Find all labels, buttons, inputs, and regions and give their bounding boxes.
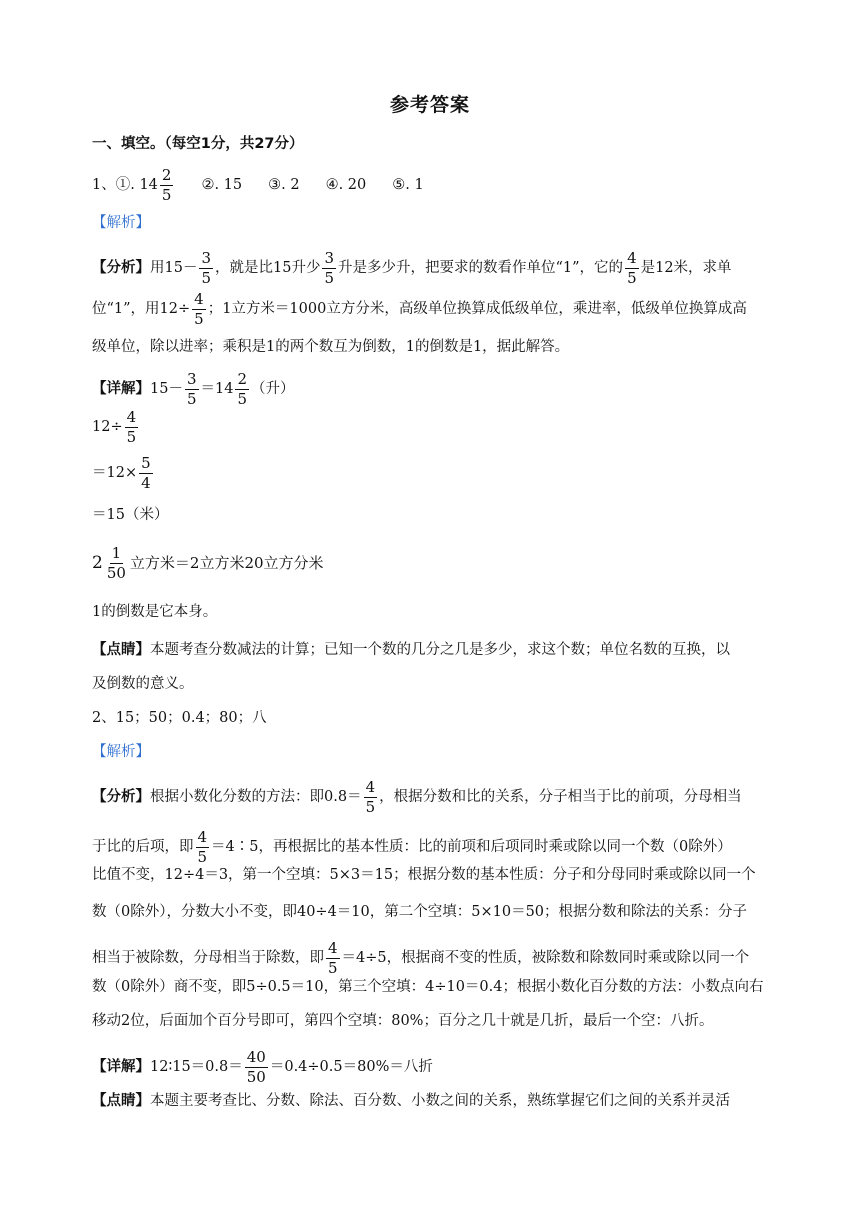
q2-analysis-line: 相当于被除数，分母相当于除数，即 $\frac{4}{5}$ ＝4÷5，根据商不变的性质，被除数和除数同时乘或除以同一个 bbox=[92, 939, 750, 977]
q2-jiexi-tag: 【解析】 bbox=[92, 744, 150, 760]
fraction: $\frac{2}{5}$ bbox=[161, 166, 172, 204]
q2-comment-line: 【点睛】 本题主要考查比、分数、除法、百分数、小数之间的关系，熟练掌握它们之间的关系并灵活 bbox=[92, 1093, 730, 1109]
q1-analysis-line: 级单位，除以进率；乘积是1的两个数互为倒数，1的倒数是1，据此解答。 bbox=[92, 339, 570, 355]
q1-analysis-line: 位“1”，用12÷ $\frac{4}{5}$ ；1立方米＝1000立方分米，高级单位换算成低级单位，乘进率，低级单位换算成高 bbox=[92, 290, 747, 328]
q1-analysis-line: 【分析】 用15－ $\frac{3}{5}$ ，就是比15升少 $\frac{3}{5}$ 升是多少升，把要求的数看作单位“1”，它的 $\frac{4}{5}$ 是12米，求单 bbox=[92, 249, 732, 287]
q2-analysis-line: 于比的后项，即 $\frac{4}{5}$ ＝4∶5，再根据比的基本性质：比的前项和后项同时乘或除以同一个数（0除外） bbox=[92, 828, 732, 866]
q2-analysis-line: 数（0除外），分数大小不变，即40÷4＝10，第二个空填：5×10＝50；根据分数和除法的关系：分子 bbox=[92, 904, 748, 920]
q2-answer: 2、15；50；0.4；80；八 bbox=[92, 710, 267, 726]
q1-detail-line: 1的倒数是它本身。 bbox=[92, 604, 218, 620]
q2-detail-line: 【详解】 12∶15＝0.8＝ $\frac{40}{50}$ ＝0.4÷0.5＝80%＝八折 bbox=[92, 1048, 433, 1086]
q1-comment-line: 【点睛】 本题考查分数减法的计算；已知一个数的几分之几是多少，求这个数；单位名数的互换，以 bbox=[92, 642, 730, 658]
q2-analysis-line: 【分析】 根据小数化分数的方法：即0.8＝ $\frac{4}{5}$ ，根据分数和比的关系，分子相当于比的前项，分母相当 bbox=[92, 778, 742, 816]
q2-analysis-line: 比值不变，12÷4＝3，第一个空填：5×3＝15；根据分数的基本性质：分子和分母同时乘或除以同一个 bbox=[92, 867, 756, 883]
q1-detail-line: 2 $\frac{1}{50}$ 立方米＝2立方米20立方分米 bbox=[92, 544, 324, 582]
page-title: 参考答案 bbox=[389, 94, 470, 116]
q1-detail-line: 【详解】 15－ $\frac{3}{5}$ ＝14 $\frac{2}{5}$ （升） bbox=[92, 370, 295, 408]
section-heading: 一、填空。（每空1分，共27分） bbox=[92, 136, 304, 152]
q1-detail-line: ＝12× $\frac{5}{4}$ bbox=[92, 454, 151, 492]
q1-jiexi-tag: 【解析】 bbox=[92, 215, 150, 231]
q2-analysis-line: 数（0除外）商不变，即5÷0.5＝10，第三个空填：4÷10＝0.4；根据小数化百分数的方法：小数点向右 bbox=[92, 979, 764, 995]
q1-detail-line: 12÷ $\frac{4}{5}$ bbox=[92, 408, 137, 446]
q2-analysis-line: 移动2位，后面加个百分号即可，第四个空填：80%；百分之几十就是几折，最后一个空：八折。 bbox=[92, 1013, 714, 1029]
q1-detail-line: ＝15（米） bbox=[92, 507, 169, 523]
q1-answer: 1、①. 14 $\frac{2}{5}$ ②. 15 ③. 2 ④. 20 ⑤. 1 bbox=[92, 166, 424, 204]
q1-comment-line: 及倒数的意义。 bbox=[92, 676, 194, 692]
